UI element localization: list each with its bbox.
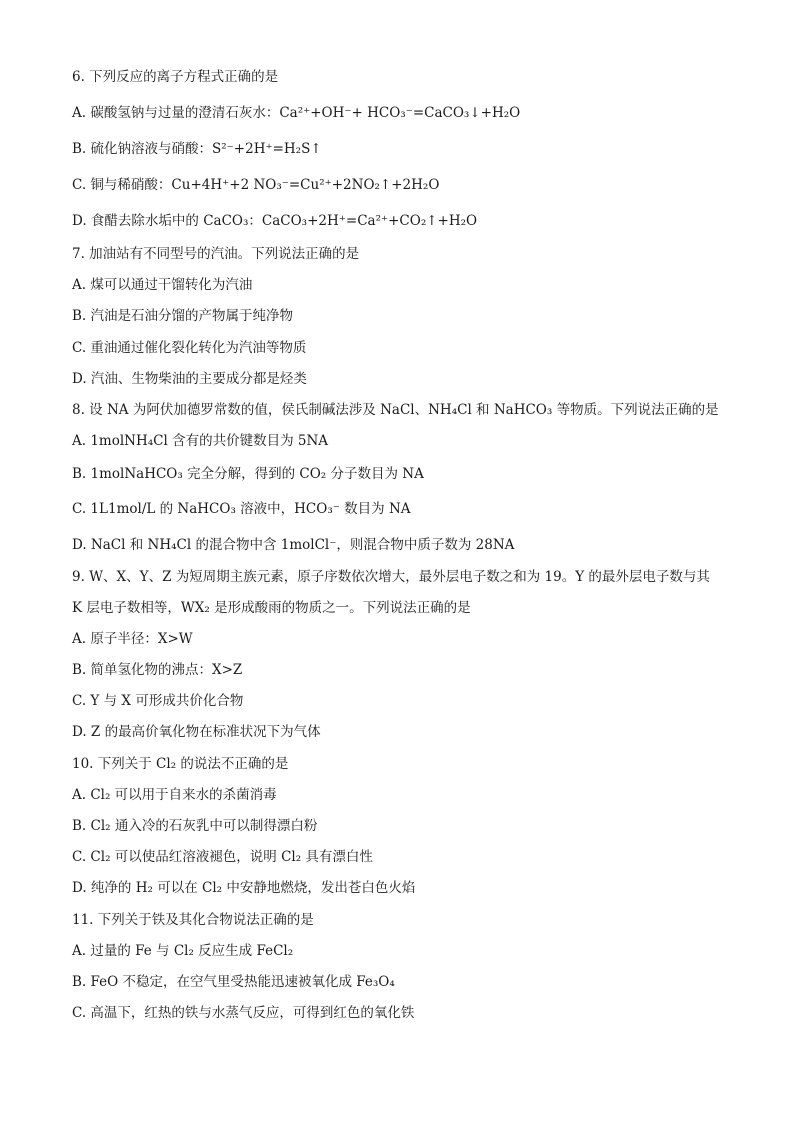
question-11-option-a: A. 过量的 Fe 与 Cl₂ 反应生成 FeCl₂ [72,943,294,959]
question-10-stem: 10. 下列关于 Cl₂ 的说法不正确的是 [72,756,289,772]
question-6-option-c: C. 铜与稀硝酸：Cu+4H⁺+2 NO₃⁻=Cu²⁺+2NO₂↑+2H₂O [72,177,440,193]
question-6-stem: 6. 下列反应的离子方程式正确的是 [72,69,279,85]
question-8-option-c: C. 1L1mol/L 的 NaHCO₃ 溶液中，HCO₃⁻ 数目为 NA [72,501,411,517]
question-11-stem: 11. 下列关于铁及其化合物说法正确的是 [72,912,314,928]
question-9-option-c: C. Y 与 X 可形成共价化合物 [72,693,244,709]
question-9-option-b: B. 简单氢化物的沸点：X>Z [72,662,243,678]
question-8-option-d: D. NaCl 和 NH₄Cl 的混合物中含 1molCl⁻，则混合物中质子数为 28NA [72,537,515,553]
question-7-option-c: C. 重油通过催化裂化转化为汽油等物质 [72,340,307,356]
question-7-stem: 7. 加油站有不同型号的汽油。下列说法正确的是 [72,246,360,262]
question-8-option-a: A. 1molNH₄Cl 含有的共价键数目为 5NA [72,433,329,449]
question-11-option-b: B. FeO 不稳定，在空气里受热能迅速被氧化成 Fe₃O₄ [72,974,395,990]
question-10-option-a: A. Cl₂ 可以用于自来水的杀菌消毒 [72,787,277,803]
question-11-option-c: C. 高温下，红热的铁与水蒸气反应，可得到红色的氧化铁 [72,1005,415,1021]
question-10-option-d: D. 纯净的 H₂ 可以在 Cl₂ 中安静地燃烧，发出苍白色火焰 [72,880,416,896]
question-7-option-a: A. 煤可以通过干馏转化为汽油 [72,277,253,293]
question-8-option-b: B. 1molNaHCO₃ 完全分解，得到的 CO₂ 分子数目为 NA [72,466,424,482]
question-6-option-b: B. 硫化钠溶液与硝酸：S²⁻+2H⁺=H₂S↑ [72,141,322,157]
question-8-stem: 8. 设 NA 为阿伏加德罗常数的值，侯氏制碱法涉及 NaCl、NH₄Cl 和 NaHCO₃ 等物质。下列说法正确的是 [72,402,719,418]
question-9-option-d: D. Z 的最高价氧化物在标准状况下为气体 [72,724,321,740]
question-10-option-c: C. Cl₂ 可以使品红溶液褪色，说明 Cl₂ 具有漂白性 [72,849,373,865]
question-10-option-b: B. Cl₂ 通入冷的石灰乳中可以制得漂白粉 [72,818,318,834]
question-6-option-d: D. 食醋去除水垢中的 CaCO₃：CaCO₃+2H⁺=Ca²⁺+CO₂↑+H₂O [72,213,478,229]
question-6-option-a: A. 碳酸氢钠与过量的澄清石灰水：Ca²⁺+OH⁻+ HCO₃⁻=CaCO₃↓+H₂O [72,105,521,121]
question-9-stem: 9. W、X、Y、Z 为短周期主族元素，原子序数依次增大，最外层电子数之和为 19。Y 的最外层电子数与其 K 层电子数相等，WX₂ 是形成酸雨的物质之一。下列说法正确的是 [72,569,710,616]
question-7-option-b: B. 汽油是石油分馏的产物属于纯净物 [72,308,294,324]
question-9-option-a: A. 原子半径：X>W [72,631,193,647]
question-7-option-d: D. 汽油、生物柴油的主要成分都是烃类 [72,371,307,387]
